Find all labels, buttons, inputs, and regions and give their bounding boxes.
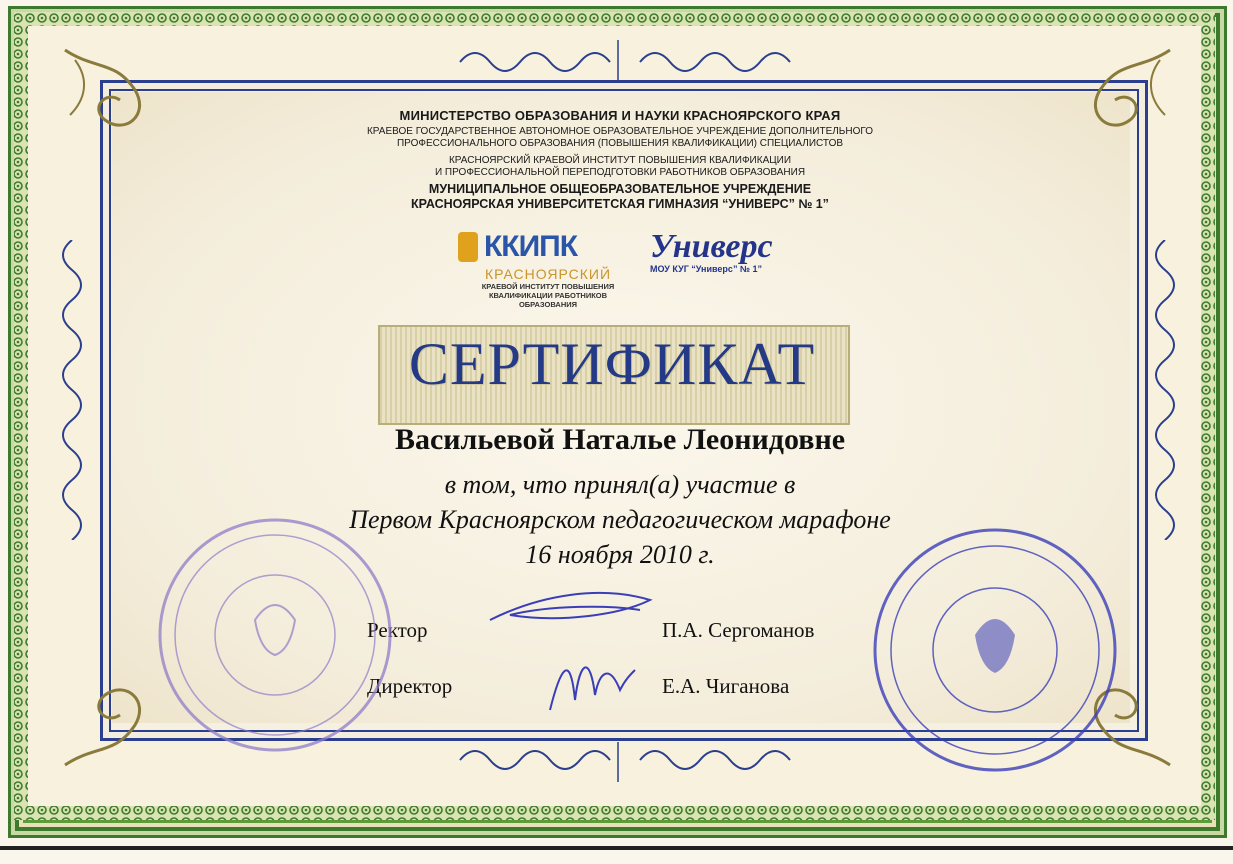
rector-name: П.А. Сергоманов bbox=[662, 618, 815, 642]
event-date: 16 ноября 2010 г. bbox=[525, 540, 715, 569]
rector-signature bbox=[480, 575, 670, 645]
kipk-city: КРАСНОЯРСКИЙ bbox=[484, 266, 612, 282]
institution-line-2: ПРОФЕССИОНАЛЬНОГО ОБРАЗОВАНИЯ (ПОВЫШЕНИЯ КВАЛИФИКАЦИИ) СПЕЦИАЛИСТОВ bbox=[396, 138, 844, 149]
univers-mark: Универс bbox=[650, 228, 773, 265]
rector-role: Ректор bbox=[367, 618, 428, 642]
recipient-name: Васильевой Натальe Леонидовне bbox=[394, 423, 846, 456]
univers-caption: МОУ КУГ “Универс” № 1” bbox=[650, 264, 762, 274]
univers-logo bbox=[650, 228, 790, 274]
right-round-stamp bbox=[865, 520, 1125, 780]
institution-line-1: КРАЕВОЕ ГОСУДАРСТВЕННОЕ АВТОНОМНОЕ ОБРАЗОВАТЕЛЬНОЕ УЧРЕЖДЕНИЕ ДОПОЛНИТЕЛЬНОГО bbox=[366, 126, 874, 137]
participation-line: в том, что принял(а) участие в bbox=[444, 470, 796, 499]
event-name: Первом Красноярском педагогическом марафоне bbox=[349, 505, 891, 534]
left-round-stamp bbox=[150, 510, 400, 760]
kipk-logo bbox=[458, 230, 638, 309]
bottom-scroll-ornament bbox=[440, 742, 800, 782]
certificate-title: СЕРТИФИКАТ bbox=[408, 331, 816, 397]
kipk-mark: ККИПК bbox=[484, 230, 578, 263]
kipk-description: КРАЕВОЙ ИНСТИТУТ ПОВЫШЕНИЯ КВАЛИФИКАЦИИ РАБОТНИКОВ ОБРАЗОВАНИЯ bbox=[481, 282, 615, 309]
director-signature bbox=[535, 640, 645, 720]
left-scroll-ornament bbox=[52, 240, 92, 540]
scan-edge-bar bbox=[0, 846, 1233, 850]
kipk-emblem-icon bbox=[458, 232, 478, 262]
institute-line-1: КРАСНОЯРСКИЙ КРАЕВОЙ ИНСТИТУТ ПОВЫШЕНИЯ КВАЛИФИКАЦИИ bbox=[448, 155, 792, 166]
top-scroll-ornament bbox=[440, 40, 800, 80]
school-line-2: КРАСНОЯРСКАЯ УНИВЕРСИТЕТСКАЯ ГИМНАЗИЯ “УНИВЕРС” № 1” bbox=[411, 197, 829, 211]
ministry-heading: МИНИСТЕРСТВО ОБРАЗОВАНИЯ И НАУКИ КРАСНОЯРСКОГО КРАЯ bbox=[399, 108, 841, 123]
corner-ornament-top-left bbox=[55, 40, 185, 150]
institute-line-2: И ПРОФЕССИОНАЛЬНОЙ ПЕРЕПОДГОТОВКИ РАБОТНИКОВ ОБРАЗОВАНИЯ bbox=[434, 167, 806, 178]
corner-ornament-top-right bbox=[1050, 40, 1180, 150]
director-name: Е.А. Чиганова bbox=[662, 674, 790, 698]
director-role: Директор bbox=[367, 674, 453, 698]
right-scroll-ornament bbox=[1145, 240, 1185, 540]
school-line-1: МУНИЦИПАЛЬНОЕ ОБЩЕОБРАЗОВАТЕЛЬНОЕ УЧРЕЖДЕНИЕ bbox=[428, 182, 812, 196]
